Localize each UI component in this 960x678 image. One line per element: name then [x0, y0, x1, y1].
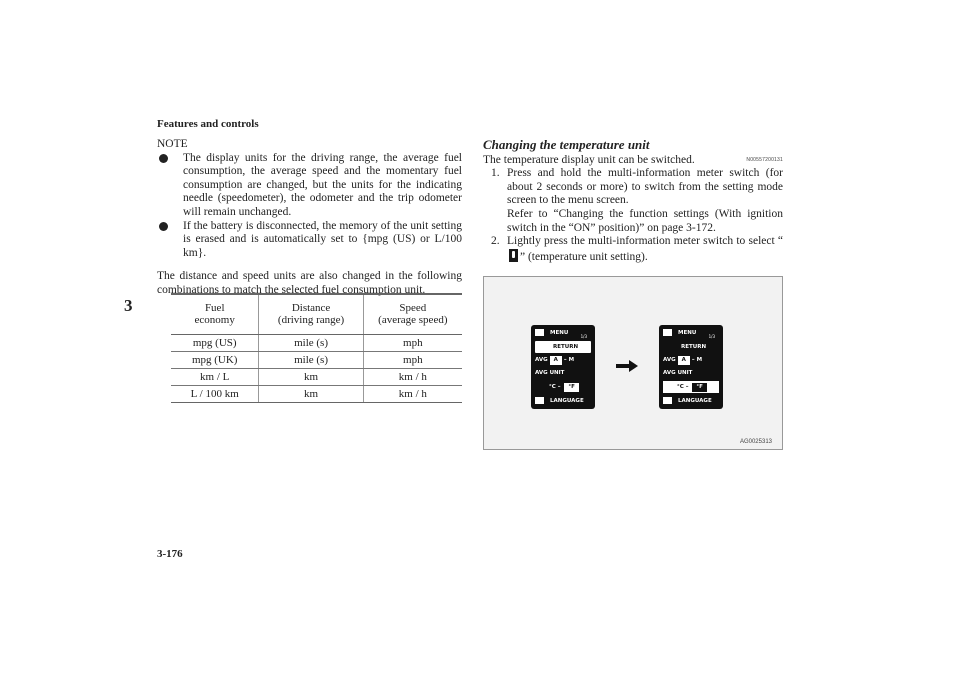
temperature-item-selected: °C – °F	[663, 381, 719, 393]
table-cell: mpg (UK)	[171, 351, 259, 368]
units-paragraph: The distance and speed units are also changed in the following combinations to match the selected fuel consumption unit.	[157, 270, 462, 296]
avg-item: AVG A – M	[663, 357, 703, 363]
return-item: RETURN	[535, 341, 591, 353]
language-icon	[663, 397, 672, 404]
language-icon	[535, 397, 544, 404]
table-cell: km	[259, 385, 363, 402]
table-cell: mile (s)	[259, 351, 363, 368]
table-cell: km / h	[363, 368, 462, 385]
table-cell: L / 100 km	[171, 385, 259, 402]
page-indicator: 1/3	[708, 334, 715, 339]
step-text: Press and hold the multi-information meter switch (for about 2 seconds or more) to switch from the setting mode screen to the menu screen.	[507, 167, 783, 207]
table-cell: km / L	[171, 368, 259, 385]
display-figure	[483, 276, 783, 450]
avg-unit-item: AVG UNIT	[535, 370, 565, 376]
return-item: RETURN	[681, 344, 707, 350]
page-indicator: 1/3	[580, 334, 587, 339]
page-number: 3-176	[157, 548, 183, 560]
table-row	[171, 351, 462, 368]
note-bullet-text: The display units for the driving range, the average fuel consumption, the average speed and the momentary fuel consumption are changed, but the units for the indicating needle (speedometer), the odometer and the trip odometer will remain unchanged.	[183, 151, 462, 218]
intro-text: The temperature display unit can be switched.	[483, 153, 695, 166]
table-cell: mph	[363, 334, 462, 351]
table-header-row	[171, 294, 462, 334]
avg-unit-item: AVG UNIT	[663, 370, 693, 376]
step-number: 1.	[491, 167, 500, 180]
table-row	[171, 334, 462, 351]
menu-icon	[535, 329, 544, 336]
step-text: ” (temperature unit setting).	[520, 250, 648, 263]
table-row	[171, 385, 462, 402]
display-screen-before	[531, 325, 595, 409]
figure-code: AG0025313	[739, 439, 772, 445]
right-column	[483, 138, 783, 264]
section-code: N00557200131	[746, 157, 783, 163]
chapter-number: 3	[124, 296, 133, 315]
note-bullet	[157, 220, 462, 261]
table-cell: mph	[363, 351, 462, 368]
note-label: NOTE	[157, 138, 188, 150]
bullet-icon	[159, 154, 168, 163]
language-item: LANGUAGE	[535, 395, 591, 407]
temperature-item: °C – °F	[535, 381, 591, 393]
menu-row: MENU 1/3	[663, 327, 719, 339]
step-reference: Refer to “Changing the function settings (With ignition switch in the “ON” position)” on page 3-172.	[507, 207, 783, 234]
table-header-cell: Distance (driving range)	[259, 294, 363, 334]
table-cell: km	[259, 368, 363, 385]
table-header-cell: Fuel economy	[171, 294, 259, 334]
menu-row: MENU 1/3	[535, 327, 591, 339]
arrow-right-icon	[616, 360, 638, 372]
bullet-icon	[159, 222, 168, 231]
display-screen-after	[659, 325, 723, 409]
menu-icon	[663, 329, 672, 336]
table-header-cell: Speed (average speed)	[363, 294, 462, 334]
table-cell: mile (s)	[259, 334, 363, 351]
units-table	[171, 293, 462, 403]
note-bullet-text: If the battery is disconnected, the memory of the unit setting is erased and is automatically set to {mpg (US) or L/100 km}.	[183, 219, 462, 259]
step-item	[483, 235, 783, 264]
table-row	[171, 368, 462, 385]
section-title: Changing the temperature unit	[483, 137, 650, 152]
step-text: Lightly press the multi-information meter switch to select “	[507, 235, 783, 248]
table-cell: km / h	[363, 385, 462, 402]
step-number: 2.	[491, 235, 500, 248]
left-column	[157, 138, 462, 298]
table-cell: mpg (US)	[171, 334, 259, 351]
note-bullet	[157, 152, 462, 220]
step-item	[483, 167, 783, 235]
language-item: LANGUAGE	[663, 395, 719, 407]
temperature-unit-icon	[509, 249, 518, 262]
section-header: Features and controls	[157, 118, 259, 130]
avg-item: AVG A – M	[535, 357, 575, 363]
